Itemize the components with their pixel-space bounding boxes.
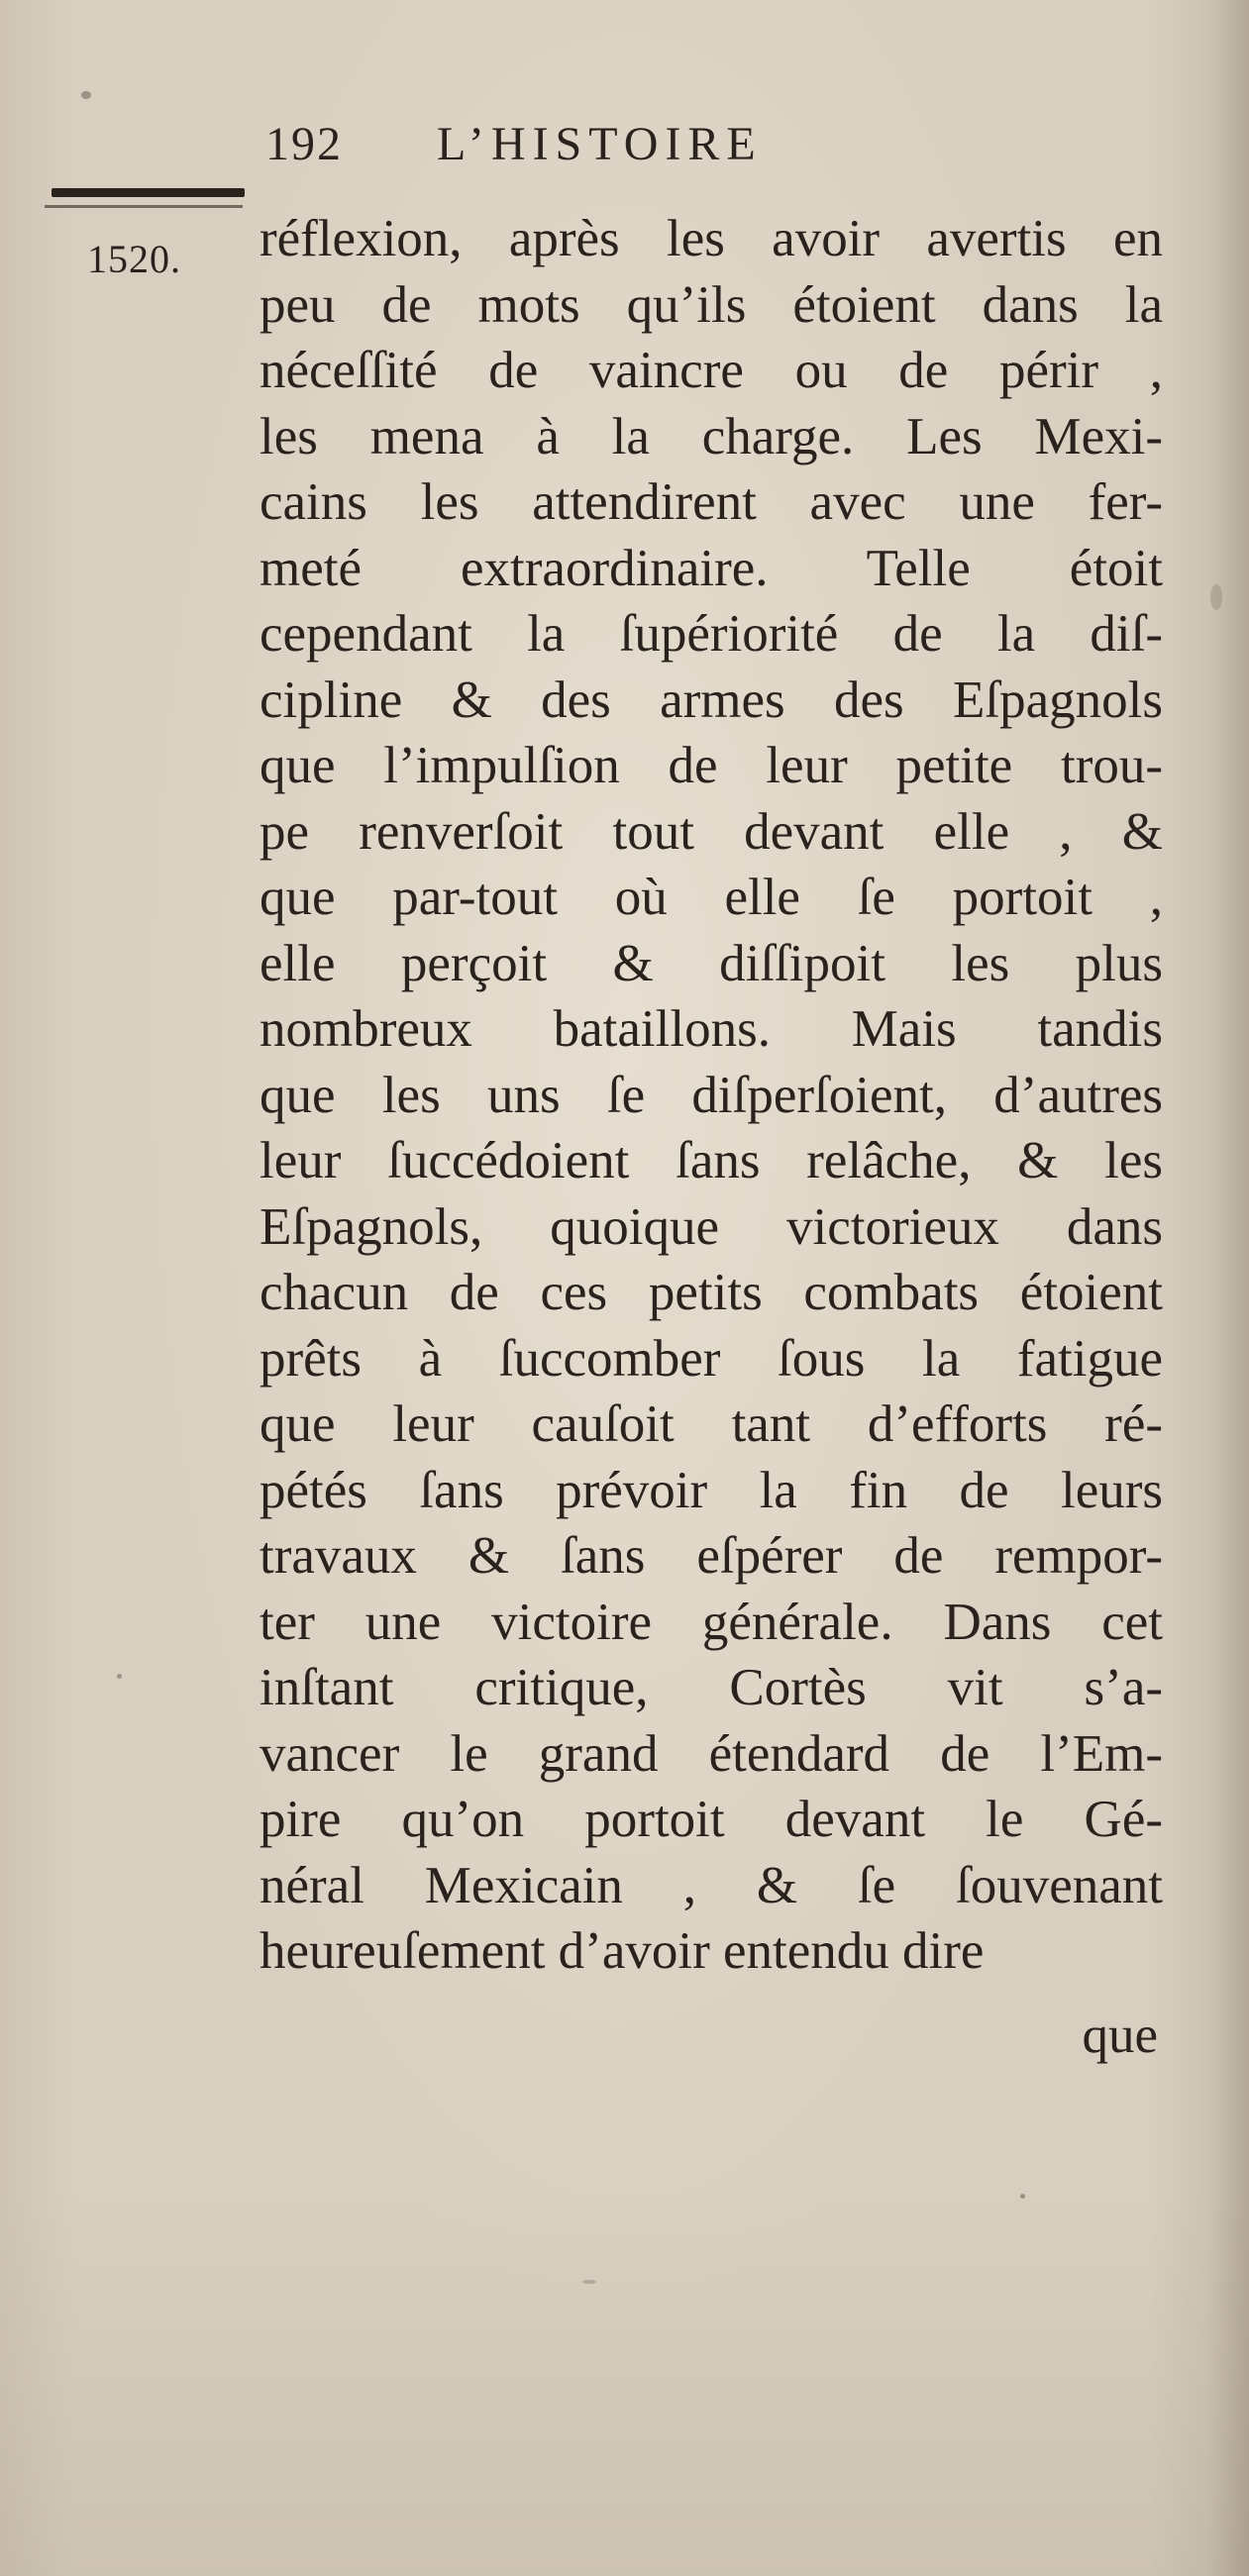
text-line: meté extraordinaire. Telle étoit (260, 539, 1163, 597)
paper-speck (81, 91, 91, 99)
text-line: inſtant critique, Cortès vit s’a- (260, 1659, 1163, 1716)
text-line: pétés ſans prévoir la fin de leurs (260, 1461, 1163, 1519)
page-header (265, 117, 763, 186)
page-number: 192 (265, 118, 343, 170)
text-line: vancer le grand étendard de l’Em- (260, 1724, 1163, 1783)
body-text (260, 206, 1163, 1985)
page-edge-shadow (1209, 0, 1249, 2576)
text-line: leur ſuccédoient ſans relâche, & les (260, 1132, 1163, 1189)
text-line: chacun de ces petits combats étoient (260, 1264, 1163, 1321)
text-line: cependant la ſupériorité de la diſ- (260, 605, 1163, 663)
paper-speck (1020, 2194, 1025, 2199)
paper-speck (582, 2280, 596, 2284)
header-rule-thin (45, 205, 243, 208)
text-line: prêts à ſuccomber ſous la fatigue (260, 1329, 1163, 1388)
text-line: ter une victoire générale. Dans cet (260, 1593, 1163, 1651)
text-line: que l’impulſion de leur petite trou- (260, 737, 1163, 794)
text-line: heureuſement d’avoir entendu dire (260, 1922, 985, 1980)
text-line: Eſpagnols, quoique victorieux dans (260, 1197, 1163, 1256)
text-line: réflexion, après les avoir avertis en (260, 210, 1163, 267)
text-line: que leur cauſoit tant d’efforts ré- (260, 1395, 1163, 1453)
text-line: que les uns ſe diſperſoient, d’autres (260, 1066, 1163, 1124)
catchword: que (1082, 2007, 1158, 2064)
text-line: cipline & des armes des Eſpagnols (260, 670, 1163, 729)
paper-speck (1210, 584, 1222, 610)
text-line: néral Mexicain , & ſe ſouvenant (260, 1856, 1163, 1914)
text-line: elle perçoit & diſſipoit les plus (260, 934, 1163, 992)
paper-speck (117, 1674, 122, 1679)
text-line: que par-tout où elle ſe portoit , (260, 869, 1163, 926)
text-line: cains les attendirent avec une fer- (260, 473, 1163, 531)
running-title: L’HISTOIRE (437, 118, 763, 170)
text-line: les mena à la charge. Les Mexi- (260, 407, 1163, 465)
text-line: travaux & ſans eſpérer de rempor- (260, 1527, 1163, 1585)
text-line: peu de mots qu’ils étoient dans la (260, 275, 1163, 334)
text-line: pe renverſoit tout devant elle , & (260, 802, 1163, 861)
text-line: nombreux bataillons. Mais tandis (260, 1000, 1163, 1058)
text-line: pire qu’on portoit devant le Gé- (260, 1791, 1163, 1848)
header-rule (52, 188, 245, 197)
margin-year: 1520. (87, 237, 181, 281)
text-line: néceſſité de vaincre ou de périr , (260, 342, 1163, 399)
